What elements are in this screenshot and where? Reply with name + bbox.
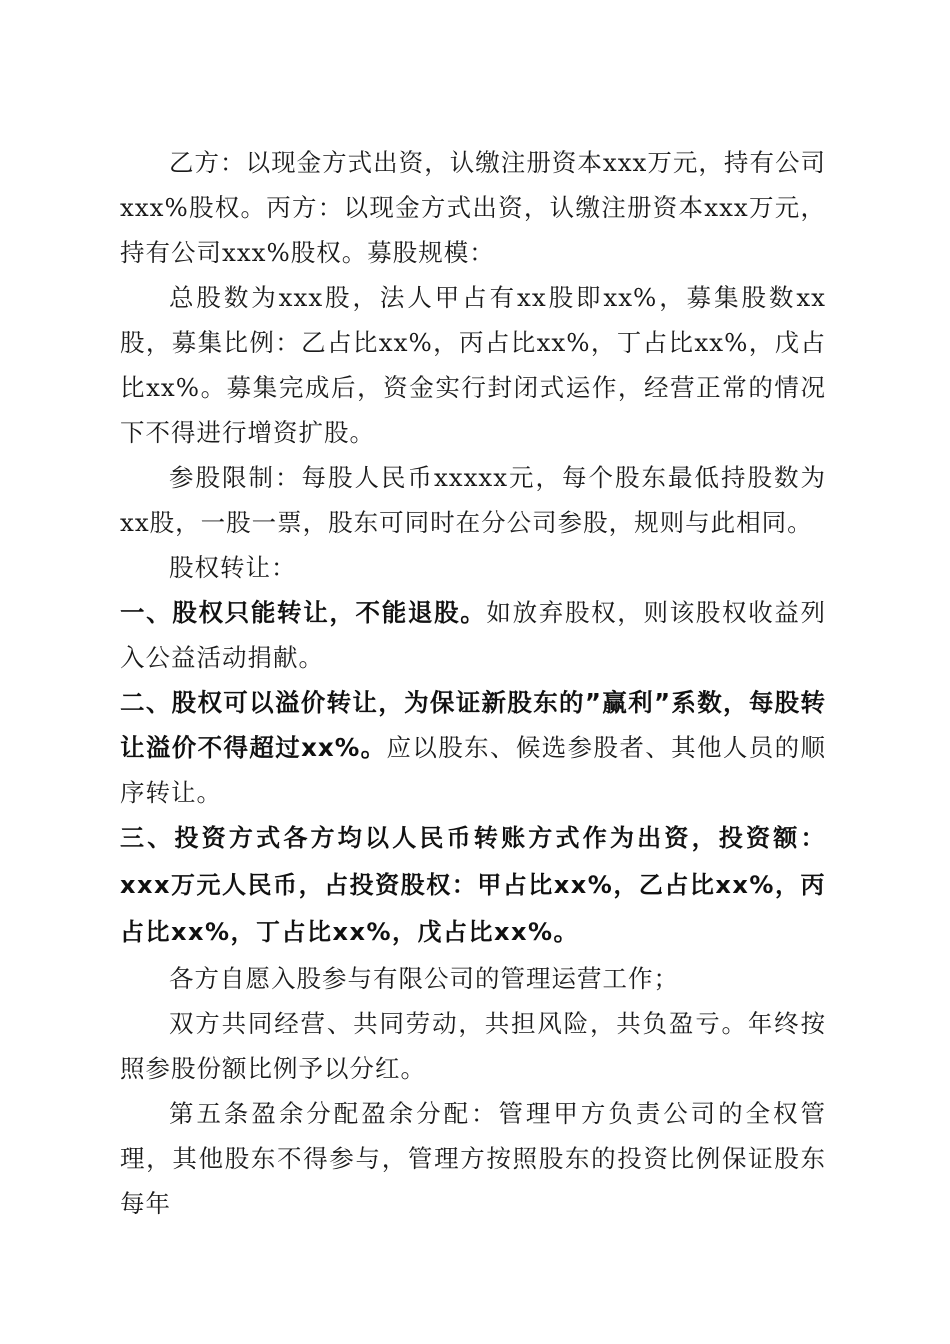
- paragraph-investment-method: 三、投资方式各方均以人民币转账方式作为出资，投资额：xxx万元人民币，占投资股权：甲占比xx%，乙占比xx%，丙占比xx%，丁占比xx%，戊占比xx%。: [120, 824, 826, 946]
- paragraph-total-shares: 总股数为xxx股，法人甲占有xx股即xx%，募集股数xx股，募集比例：乙占比xx%，丙占比xx%，丁占比xx%，戊占比xx%。募集完成后，资金实行封闭式运作，经营正常的情况下不得进行增资扩股。: [120, 283, 826, 447]
- paragraph-share-limit: 参股限制：每股人民币xxxxx元，每个股东最低持股数为xx股，一股一票，股东可同时在分公司参股，规则与此相同。: [120, 463, 826, 537]
- paragraph-transfer-rule-1: [120, 590, 826, 680]
- paragraph-transfer-heading: 股权转让：: [169, 553, 297, 582]
- rule-2-bold: 二、股权可以溢价转让，为保证新股东的”赢利”系数，每股转让溢价不得超过xx%。: [120, 688, 826, 762]
- paragraph-transfer-rule-2: [120, 680, 826, 815]
- paragraph-joint-operation: 双方共同经营、共同劳动，共担风险，共负盈亏。年终按照参股份额比例予以分红。: [120, 1009, 826, 1083]
- rule-2-rest: 应以股东、候选参股者、其他人员的顺序转让。: [120, 733, 827, 807]
- document-body: [120, 140, 826, 1226]
- rule-1-rest: 如放弃股权，则该股权收益列入公益活动捐献。: [120, 598, 826, 672]
- paragraph-article-5: 第五条盈余分配盈余分配：管理甲方负责公司的全权管理，其他股东不得参与，管理方按照股东的投资比例保证股东每年: [120, 1099, 826, 1218]
- paragraph-shareholder-b-c: 乙方：以现金方式出资，认缴注册资本xxx万元，持有公司xxx%股权。丙方：以现金方式出资，认缴注册资本xxx万元，持有公司xxx%股权。募股规模：: [120, 148, 826, 267]
- rule-1-bold: 一、股权只能转让，不能退股。: [120, 598, 487, 627]
- paragraph-voluntary-participation: 各方自愿入股参与有限公司的管理运营工作；: [169, 964, 679, 993]
